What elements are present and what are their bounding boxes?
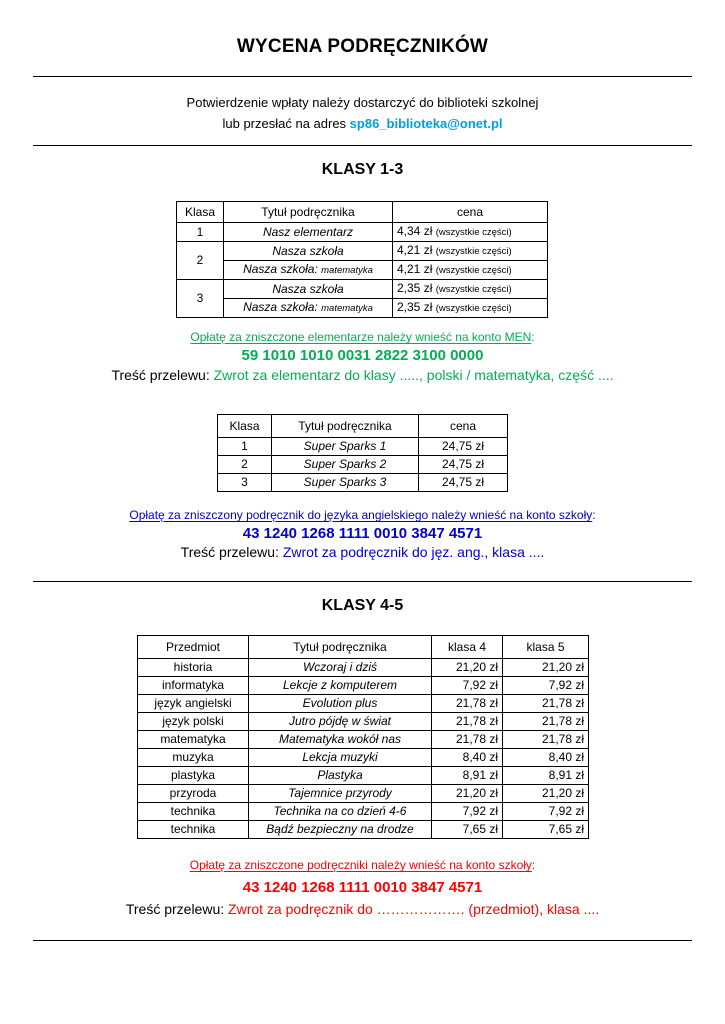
title-cell: Super Sparks 3 bbox=[272, 474, 419, 492]
table-row bbox=[218, 438, 508, 456]
table-row bbox=[138, 803, 589, 821]
label-link: MEN bbox=[504, 330, 532, 344]
subject-cell: matematyka bbox=[138, 731, 249, 749]
subject-cell: muzyka bbox=[138, 749, 249, 767]
price-klasa-4: 8,40 zł bbox=[432, 749, 503, 767]
table-header-row bbox=[177, 202, 548, 223]
price-klasa-4: 7,65 zł bbox=[432, 821, 503, 839]
price-klasa-5: 7,92 zł bbox=[503, 803, 589, 821]
title-cell: Lekcje z komputerem bbox=[249, 677, 432, 695]
parts-note: (wszystkie części) bbox=[435, 284, 512, 295]
transfer-text: Zwrot za podręcznik do ………………. (przedmiot), klasa .... bbox=[228, 901, 600, 917]
header-cell: Klasa bbox=[177, 202, 224, 223]
table-row bbox=[138, 659, 589, 677]
intro-line-2-text: lub przesłać na adres bbox=[222, 116, 350, 131]
divider bbox=[33, 76, 692, 77]
price-cell: 24,75 zł bbox=[419, 456, 508, 474]
label-suffix: : bbox=[531, 330, 535, 344]
price-klasa-4: 7,92 zł bbox=[432, 677, 503, 695]
table-row bbox=[138, 767, 589, 785]
subject-text: matematyka bbox=[321, 265, 373, 276]
title-cell: Super Sparks 1 bbox=[272, 438, 419, 456]
library-email-link[interactable]: sp86_biblioteka@onet.pl bbox=[349, 116, 503, 131]
title-cell: Nasza szkoła bbox=[224, 242, 393, 261]
price-cell bbox=[393, 299, 548, 318]
header-cell: Przedmiot bbox=[138, 636, 249, 659]
table-klasy-4-5 bbox=[137, 635, 589, 839]
table-row bbox=[138, 713, 589, 731]
page-title: WYCENA PODRĘCZNIKÓW bbox=[236, 36, 489, 57]
header-cell: klasa 5 bbox=[503, 636, 589, 659]
title-cell: Tajemnice przyrody bbox=[249, 785, 432, 803]
subject-cell: historia bbox=[138, 659, 249, 677]
transfer-title-school bbox=[0, 901, 725, 917]
transfer-label: Treść przelewu: bbox=[111, 367, 214, 383]
transfer-text: Zwrot za podręcznik do jęz. ang., klasa .... bbox=[282, 544, 545, 560]
label-suffix: : bbox=[531, 858, 536, 872]
section-title-klasy-1-3: KLASY 1-3 bbox=[321, 161, 404, 178]
account-number-men: 59 1010 1010 0031 2822 3100 0000 bbox=[241, 347, 484, 364]
title-cell bbox=[224, 261, 393, 280]
table-row bbox=[138, 785, 589, 803]
subject-cell: plastyka bbox=[138, 767, 249, 785]
price-klasa-4: 21,78 zł bbox=[432, 695, 503, 713]
price-klasa-4: 7,92 zł bbox=[432, 803, 503, 821]
transfer-text: Zwrot za elementarz do klasy ....., polski / matematyka, część .... bbox=[213, 367, 614, 383]
account-number-school: 43 1240 1268 1111 0010 3847 4571 bbox=[242, 879, 483, 896]
intro-line-2 bbox=[0, 113, 725, 134]
table-row bbox=[218, 474, 508, 492]
section-title-klasy-4-5: KLASY 4-5 bbox=[321, 597, 404, 614]
klasa-cell: 2 bbox=[218, 456, 272, 474]
subject-cell: przyroda bbox=[138, 785, 249, 803]
price-value: 4,21 zł bbox=[397, 243, 433, 257]
account-number-english: 43 1240 1268 1111 0010 3847 4571 bbox=[242, 525, 483, 542]
title-text: Nasza szkoła: bbox=[243, 262, 318, 276]
payment-men-label-text bbox=[190, 330, 531, 344]
table-row bbox=[177, 223, 548, 242]
table-row bbox=[177, 280, 548, 299]
table-row bbox=[177, 261, 548, 280]
divider bbox=[33, 940, 692, 941]
price-cell bbox=[393, 280, 548, 299]
price-klasa-5: 7,65 zł bbox=[503, 821, 589, 839]
klasa-cell: 3 bbox=[218, 474, 272, 492]
parts-note: (wszystkie części) bbox=[435, 265, 512, 276]
header-cell: Tytuł podręcznika bbox=[249, 636, 432, 659]
price-klasa-5: 21,78 zł bbox=[503, 731, 589, 749]
price-klasa-5: 21,78 zł bbox=[503, 695, 589, 713]
subject-cell: język angielski bbox=[138, 695, 249, 713]
klasa-cell: 1 bbox=[177, 223, 224, 242]
header-cell: Tytuł podręcznika bbox=[224, 202, 393, 223]
table-row bbox=[138, 677, 589, 695]
intro-line-1: Potwierdzenie wpłaty należy dostarczyć do biblioteki szkolnej bbox=[186, 95, 539, 110]
payment-men-label bbox=[0, 330, 725, 344]
table-row bbox=[177, 242, 548, 261]
price-klasa-5: 8,40 zł bbox=[503, 749, 589, 767]
table-header-row bbox=[218, 415, 508, 438]
table-header-row bbox=[138, 636, 589, 659]
price-klasa-5: 8,91 zł bbox=[503, 767, 589, 785]
price-cell: 24,75 zł bbox=[419, 438, 508, 456]
header-cell: klasa 4 bbox=[432, 636, 503, 659]
title-cell: Nasz elementarz bbox=[224, 223, 393, 242]
price-klasa-5: 21,78 zł bbox=[503, 713, 589, 731]
transfer-title-english bbox=[0, 544, 725, 560]
label-suffix: : bbox=[592, 508, 596, 522]
payment-school-label bbox=[0, 858, 725, 872]
table-row bbox=[138, 731, 589, 749]
table-row bbox=[138, 695, 589, 713]
subject-cell: technika bbox=[138, 803, 249, 821]
table-klasy-1-3 bbox=[176, 201, 548, 318]
klasa-cell: 1 bbox=[218, 438, 272, 456]
transfer-label: Treść przelewu: bbox=[125, 901, 229, 917]
payment-english-label-text: Opłatę za zniszczony podręcznik do języka angielskiego należy wnieść na konto szkoły bbox=[129, 508, 593, 522]
header-cell: cena bbox=[419, 415, 508, 438]
price-cell bbox=[393, 223, 548, 242]
table-row bbox=[138, 821, 589, 839]
price-cell bbox=[393, 242, 548, 261]
subject-text: matematyka bbox=[321, 303, 373, 314]
title-cell: Wczoraj i dziś bbox=[249, 659, 432, 677]
price-value: 2,35 zł bbox=[397, 300, 433, 314]
title-cell: Lekcja muzyki bbox=[249, 749, 432, 767]
divider bbox=[33, 581, 692, 582]
table-row bbox=[177, 299, 548, 318]
title-cell: Technika na co dzień 4-6 bbox=[249, 803, 432, 821]
price-klasa-5: 21,20 zł bbox=[503, 659, 589, 677]
title-cell: Jutro pójdę w świat bbox=[249, 713, 432, 731]
title-cell bbox=[224, 299, 393, 318]
price-cell: 24,75 zł bbox=[419, 474, 508, 492]
header-cell: Tytuł podręcznika bbox=[272, 415, 419, 438]
payment-english-label bbox=[0, 508, 725, 522]
price-value: 4,21 zł bbox=[397, 262, 433, 276]
table-row bbox=[218, 456, 508, 474]
price-klasa-4: 21,20 zł bbox=[432, 785, 503, 803]
klasa-cell: 3 bbox=[177, 280, 224, 318]
title-cell: Super Sparks 2 bbox=[272, 456, 419, 474]
title-cell: Matematyka wokół nas bbox=[249, 731, 432, 749]
price-klasa-4: 21,78 zł bbox=[432, 713, 503, 731]
table-english-1-3 bbox=[217, 414, 508, 492]
price-klasa-4: 21,20 zł bbox=[432, 659, 503, 677]
title-cell: Bądź bezpieczny na drodze bbox=[249, 821, 432, 839]
price-cell bbox=[393, 261, 548, 280]
subject-cell: informatyka bbox=[138, 677, 249, 695]
transfer-title-men bbox=[0, 367, 725, 383]
title-text: Nasza szkoła: bbox=[243, 300, 318, 314]
label-prefix: Opłatę za zniszczone elementarze należy wnieść na konto bbox=[190, 330, 505, 344]
table-row bbox=[138, 749, 589, 767]
price-klasa-5: 21,20 zł bbox=[503, 785, 589, 803]
parts-note: (wszystkie części) bbox=[435, 227, 512, 238]
price-klasa-5: 7,92 zł bbox=[503, 677, 589, 695]
subject-cell: język polski bbox=[138, 713, 249, 731]
title-cell: Plastyka bbox=[249, 767, 432, 785]
title-cell: Nasza szkoła bbox=[224, 280, 393, 299]
price-klasa-4: 8,91 zł bbox=[432, 767, 503, 785]
parts-note: (wszystkie części) bbox=[435, 303, 512, 314]
price-value: 2,35 zł bbox=[397, 281, 433, 295]
header-cell: Klasa bbox=[218, 415, 272, 438]
divider bbox=[33, 145, 692, 146]
payment-school-label-text: Opłatę za zniszczone podręczniki należy wnieść na konto szkoły bbox=[189, 858, 532, 872]
header-cell: cena bbox=[393, 202, 548, 223]
subject-cell: technika bbox=[138, 821, 249, 839]
price-value: 4,34 zł bbox=[397, 224, 433, 238]
transfer-label: Treść przelewu: bbox=[180, 544, 283, 560]
parts-note: (wszystkie części) bbox=[435, 246, 512, 257]
price-klasa-4: 21,78 zł bbox=[432, 731, 503, 749]
title-cell: Evolution plus bbox=[249, 695, 432, 713]
klasa-cell: 2 bbox=[177, 242, 224, 280]
